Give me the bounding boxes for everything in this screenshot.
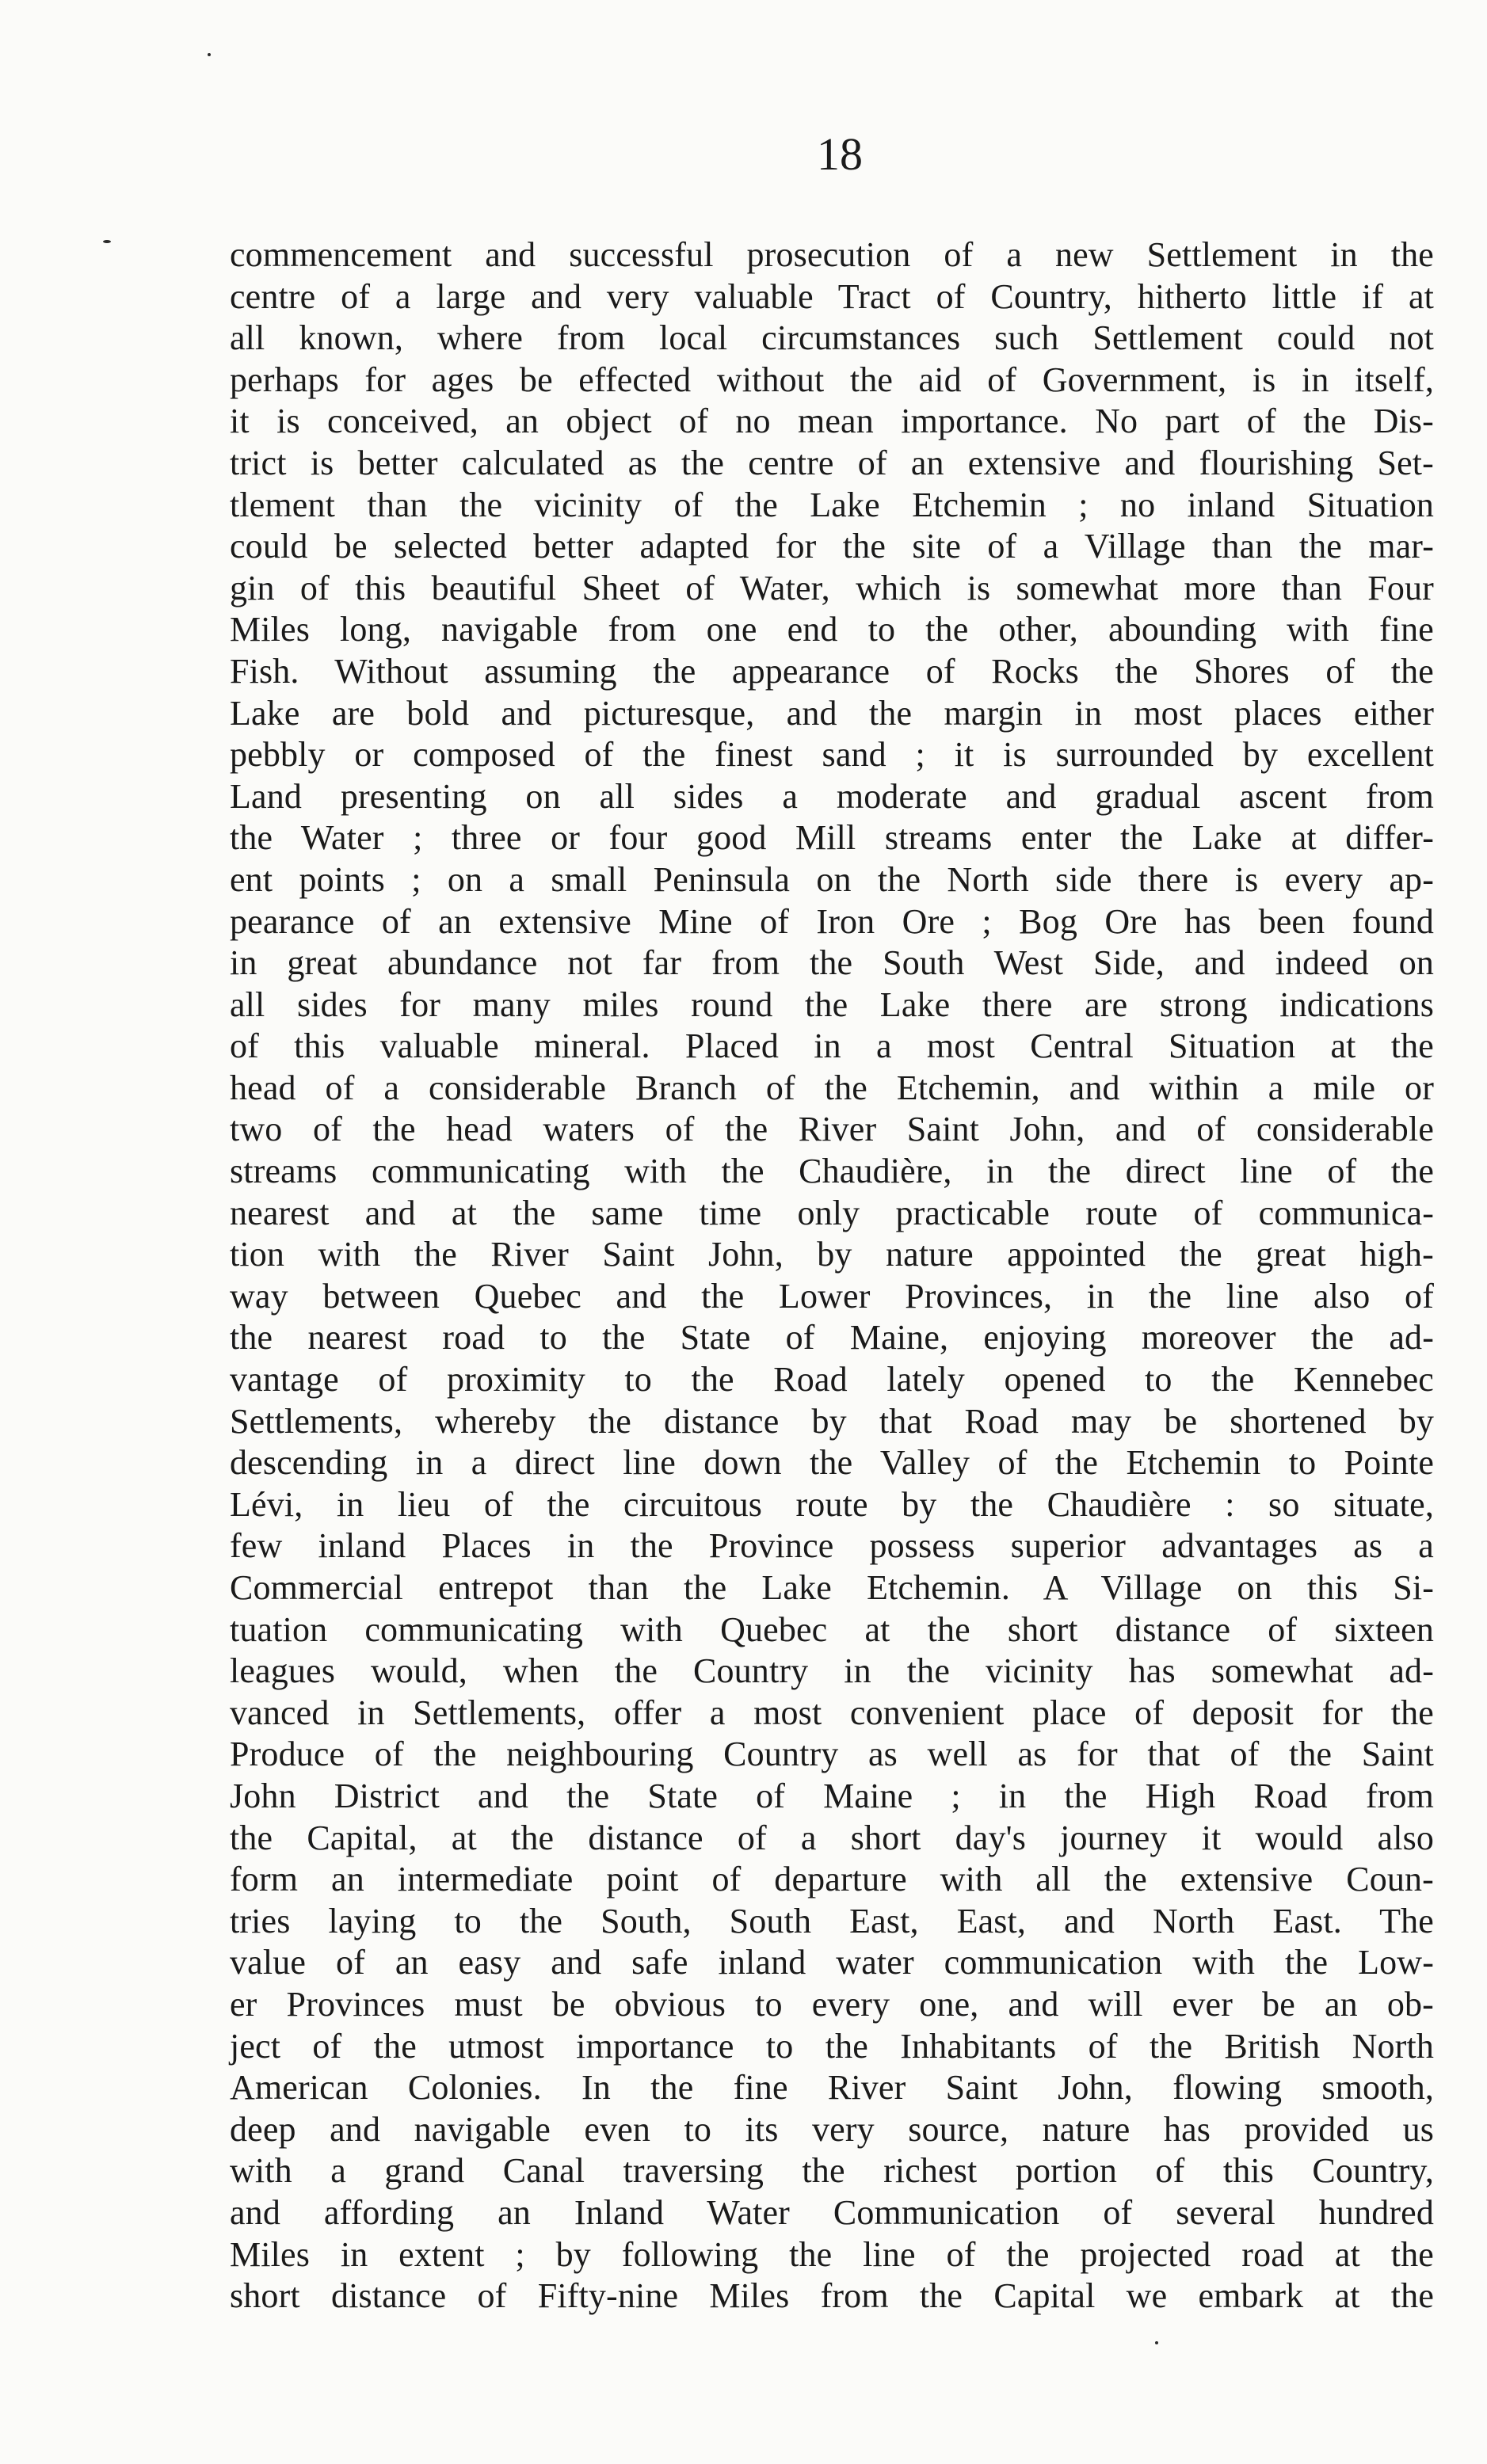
text-line: tion with the River Saint John, by nature appointed the great high- xyxy=(230,1235,1434,1274)
text-line: tlement than the vicinity of the Lake Etchemin ; no inland Situation xyxy=(230,485,1434,524)
text-line: Lévi, in lieu of the circuitous route by the Chaudière : so situate, xyxy=(230,1484,1434,1524)
text-line: all sides for many miles round the Lake there are strong indications xyxy=(230,984,1434,1024)
text-line: descending in a direct line down the Valley of the Etchemin to Pointe xyxy=(230,1443,1434,1483)
text-line: with a grand Canal traversing the richest portion of this Country, xyxy=(230,2151,1434,2191)
text-line: short distance of Fifty-nine Miles from the Capital we embark at the xyxy=(230,2276,1434,2316)
ink-speck xyxy=(208,53,211,56)
text-line: form an intermediate point of departure with all the extensive Coun- xyxy=(230,1860,1434,1899)
text-line: Lake are bold and picturesque, and the margin in most places either xyxy=(230,693,1434,733)
page-number: 18 xyxy=(817,128,863,180)
text-line: Settlements, whereby the distance by that Road may be shortened by xyxy=(230,1401,1434,1441)
text-line: value of an easy and safe inland water communication with the Low- xyxy=(230,1943,1434,1982)
text-line: it is conceived, an object of no mean importance. No part of the Dis- xyxy=(230,402,1434,441)
text-line: few inland Places in the Province possess superior advantages as a xyxy=(230,1526,1434,1566)
text-line: trict is better calculated as the centre of an extensive and flourishing Set- xyxy=(230,443,1434,482)
text-line: vanced in Settlements, offer a most convenient place of deposit for the xyxy=(230,1693,1434,1732)
text-line: Land presenting on all sides a moderate and gradual ascent from xyxy=(230,776,1434,816)
text-line: John District and the State of Maine ; in the High Road from xyxy=(230,1776,1434,1815)
text-line: two of the head waters of the River Saint John, and of considerable xyxy=(230,1110,1434,1149)
text-line: Fish. Without assuming the appearance of Rocks the Shores of the xyxy=(230,651,1434,691)
text-line: commencement and successful prosecution of a new Settlement in the xyxy=(230,235,1434,274)
text-line: and affording an Inland Water Communication of several hundred xyxy=(230,2192,1434,2232)
text-line: the Capital, at the distance of a short day's journey it would also xyxy=(230,1818,1434,1857)
text-line: of this valuable mineral. Placed in a most Central Situation at the xyxy=(230,1026,1434,1066)
body-text xyxy=(230,234,1434,2317)
text-line: the Water ; three or four good Mill streams enter the Lake at differ- xyxy=(230,818,1434,858)
text-line: streams communicating with the Chaudière, in the direct line of the xyxy=(230,1152,1434,1191)
text-line: gin of this beautiful Sheet of Water, which is somewhat more than Four xyxy=(230,568,1434,607)
text-line: could be selected better adapted for the site of a Village than the mar- xyxy=(230,527,1434,566)
text-line: nearest and at the same time only practicable route of communica- xyxy=(230,1193,1434,1232)
text-line: in great abundance not far from the South West Side, and indeed on xyxy=(230,943,1434,983)
text-line: American Colonies. In the fine River Saint John, flowing smooth, xyxy=(230,2068,1434,2108)
ink-speck xyxy=(103,240,111,243)
text-line: pebbly or composed of the finest sand ; it is surrounded by excellent xyxy=(230,735,1434,775)
text-line: vantage of proximity to the Road lately opened to the Kennebec xyxy=(230,1360,1434,1400)
text-line: head of a considerable Branch of the Etchemin, and within a mile or xyxy=(230,1068,1434,1107)
text-line: perhaps for ages be effected without the aid of Government, is in itself, xyxy=(230,360,1434,399)
text-line: centre of a large and very valuable Tract of Country, hitherto little if at xyxy=(230,276,1434,316)
text-line: er Provinces must be obvious to every one, and will ever be an ob- xyxy=(230,1984,1434,2024)
text-line: ject of the utmost importance to the Inhabitants of the British North xyxy=(230,2026,1434,2066)
text-line: tuation communicating with Quebec at the short distance of sixteen xyxy=(230,1609,1434,1649)
text-line: the nearest road to the State of Maine, enjoying moreover the ad- xyxy=(230,1318,1434,1358)
ink-speck xyxy=(1155,2341,1158,2344)
text-line: all known, where from local circumstances such Settlement could not xyxy=(230,318,1434,358)
text-line: Produce of the neighbouring Country as well as for that of the Saint xyxy=(230,1735,1434,1774)
text-line: ent points ; on a small Peninsula on the North side there is every ap- xyxy=(230,859,1434,899)
text-line: Commercial entrepot than the Lake Etchemin. A Village on this Si- xyxy=(230,1568,1434,1607)
text-line: leagues would, when the Country in the vicinity has somewhat ad- xyxy=(230,1651,1434,1691)
text-line: Miles in extent ; by following the line of the projected road at the xyxy=(230,2234,1434,2274)
text-line: pearance of an extensive Mine of Iron Ore ; Bog Ore has been found xyxy=(230,901,1434,941)
text-line: tries laying to the South, South East, East, and North East. The xyxy=(230,1901,1434,1940)
text-line: way between Quebec and the Lower Provinces, in the line also of xyxy=(230,1276,1434,1316)
text-line: deep and navigable even to its very source, nature has provided us xyxy=(230,2109,1434,2149)
text-line: Miles long, navigable from one end to the other, abounding with fine xyxy=(230,610,1434,649)
